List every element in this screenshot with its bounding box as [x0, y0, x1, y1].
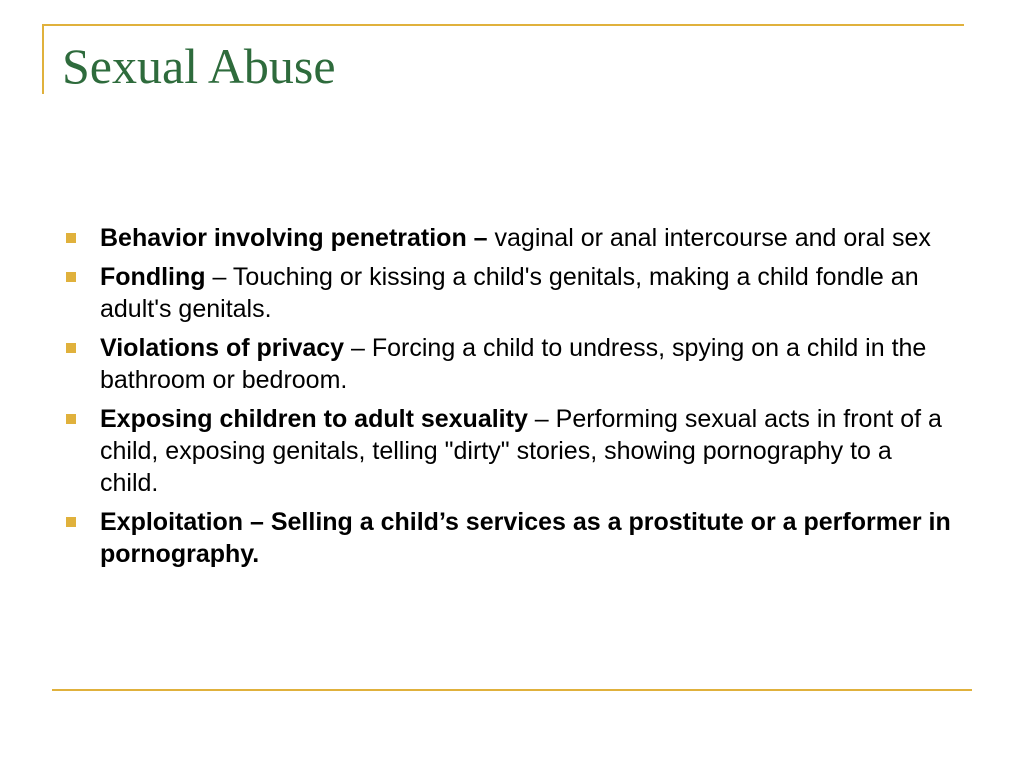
left-border-line [42, 24, 44, 94]
bullet-list [66, 222, 951, 577]
square-bullet-icon [66, 517, 76, 527]
bullet-text: – Forcing a child to undress, spying on a child in the bathroom or bedroom. [100, 334, 927, 394]
bullet-term: Fondling [100, 263, 206, 291]
bullet-term: Behavior involving penetration – [100, 224, 488, 252]
square-bullet-icon [66, 414, 76, 424]
bullet-text: – Touching or kissing a child's genitals, making a child fondle an adult's genitals. [100, 263, 919, 323]
slide-title: Sexual Abuse [62, 38, 336, 94]
bottom-border-line [52, 689, 972, 691]
bullet-term: Exposing children to adult sexuality [100, 405, 528, 433]
bullet-item [66, 222, 951, 254]
bullet-item [66, 403, 951, 499]
square-bullet-icon [66, 233, 76, 243]
bullet-item [66, 506, 951, 570]
bullet-text: vaginal or anal intercourse and oral sex [487, 224, 931, 252]
bullet-term: Violations of privacy [100, 334, 345, 362]
square-bullet-icon [66, 343, 76, 353]
bullet-item [66, 332, 951, 396]
top-border-line [42, 24, 964, 26]
square-bullet-icon [66, 272, 76, 282]
bullet-item [66, 261, 951, 325]
bullet-text: – Performing sexual acts in front of a child, exposing genitals, telling "dirty" stories, showing pornography to a child. [100, 405, 942, 497]
bullet-term: Exploitation – Selling a child’s services as a prostitute or a performer in pornography. [100, 508, 951, 568]
